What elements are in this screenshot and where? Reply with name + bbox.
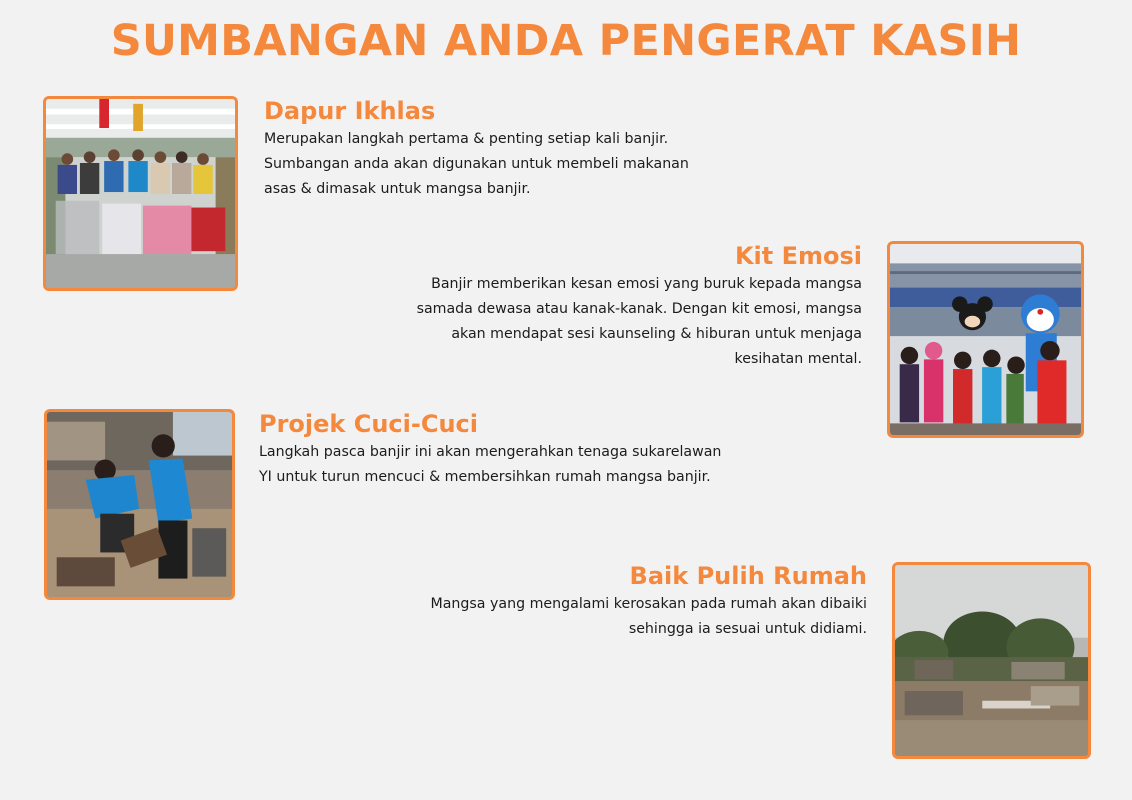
item-projek-cuci-cuci xyxy=(259,410,759,490)
item-heading: Kit Emosi xyxy=(734,242,862,270)
damaged-houses-photo xyxy=(892,562,1091,759)
item-description: Langkah pasca banjir ini akan mengerahkan tenaga sukarelawan YI untuk turun mencuci & membersihkan rumah mangsa banjir. xyxy=(259,444,722,485)
item-heading: Projek Cuci-Cuci xyxy=(259,410,478,438)
page-title: SUMBANGAN ANDA PENGERAT KASIH xyxy=(110,16,1022,66)
item-dapur-ikhlas xyxy=(264,97,744,202)
children-mascots-photo xyxy=(887,241,1084,438)
item-heading: Baik Pulih Rumah xyxy=(629,562,867,590)
item-baik-pulih-rumah xyxy=(380,562,867,642)
item-description: Mangsa yang mengalami kerosakan pada rumah akan dibaiki sehingga ia sesuai untuk didiami. xyxy=(430,596,867,637)
item-heading: Dapur Ikhlas xyxy=(264,97,436,125)
volunteers-cleaning-photo xyxy=(44,409,235,600)
item-description: Merupakan langkah pertama & penting setiap kali banjir. Sumbangan anda akan digunakan untuk membeli makanan asas & dimasak untuk mangsa banjir. xyxy=(264,131,689,197)
item-description: Banjir memberikan kesan emosi yang buruk kepada mangsa samada dewasa atau kanak-kanak. Dengan kit emosi, mangsa akan mendapat sesi kaunseling & hiburan untuk menjaga kesihatan mental. xyxy=(416,276,862,367)
supermarket-group-photo xyxy=(43,96,238,291)
item-kit-emosi xyxy=(370,242,862,372)
